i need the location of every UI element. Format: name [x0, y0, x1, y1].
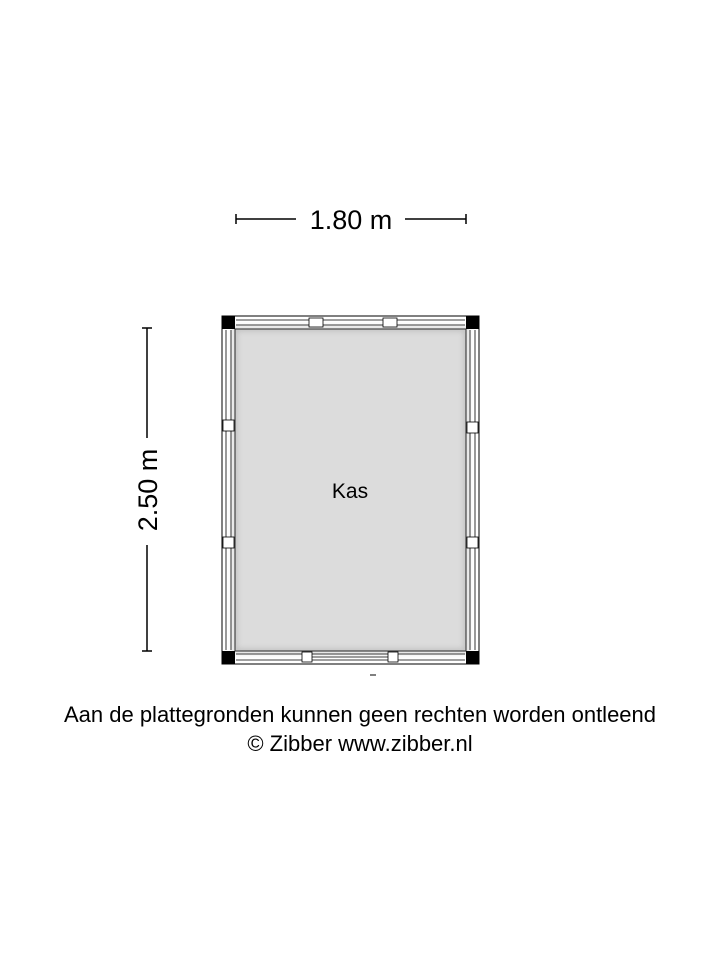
room-label: Kas [331, 480, 369, 503]
copyright-text: © Zibber www.zibber.nl [247, 731, 473, 756]
corner-post [222, 651, 235, 664]
width-dimension-label: 1.80 m [309, 205, 393, 235]
corner-post [466, 651, 479, 664]
disclaimer-text: Aan de plattegronden kunnen geen rechten worden ontleend [63, 702, 657, 727]
room-kas [222, 316, 479, 675]
corner-post [222, 316, 235, 329]
height-dimension-label: 2.50 m [133, 448, 163, 532]
height-dimension [133, 328, 163, 651]
width-dimension [236, 205, 466, 235]
corner-post [466, 316, 479, 329]
